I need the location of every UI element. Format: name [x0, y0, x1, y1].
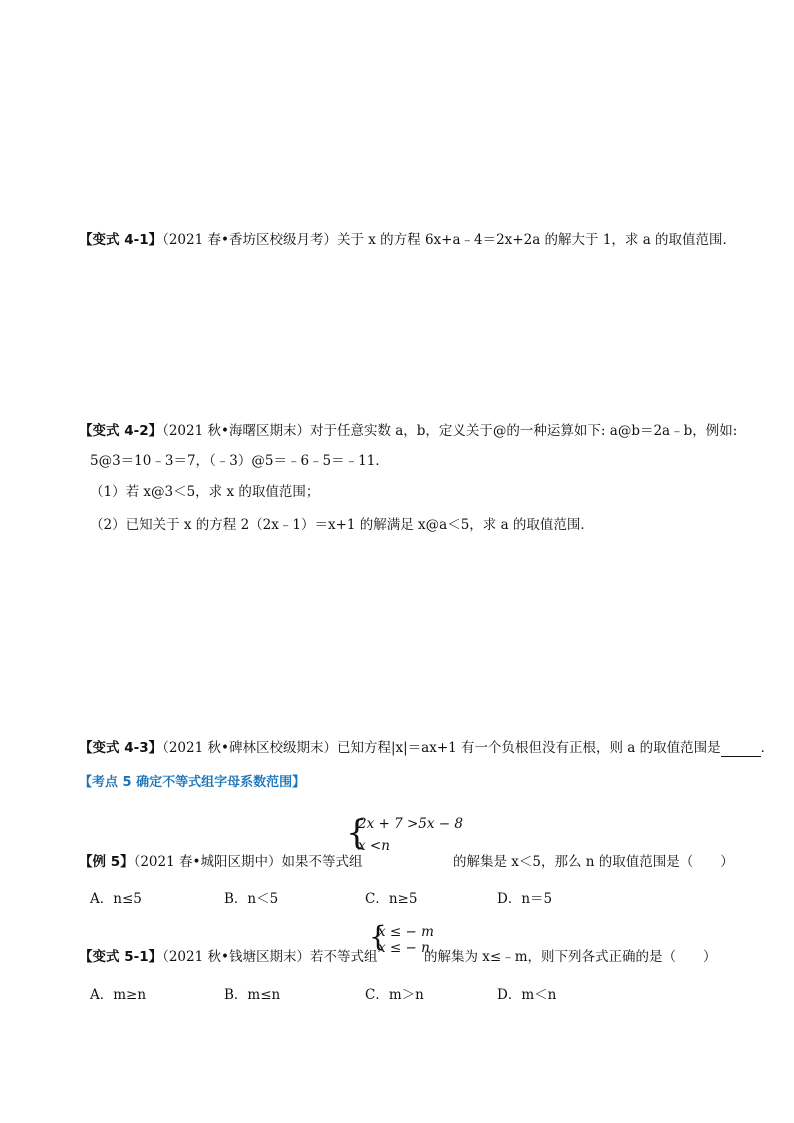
- problem-4-3: [79, 739, 774, 757]
- problem-4-1: [79, 231, 736, 249]
- problem-tag: 【变式 4-3】: [79, 740, 163, 756]
- problem-text-pre: （2021 秋•钱塘区期末）若不等式组: [162, 949, 378, 965]
- answer-blank[interactable]: [721, 743, 761, 757]
- inequality-system: [346, 813, 466, 856]
- inequality-2: x ≤ − n: [378, 940, 430, 956]
- example-5: [79, 853, 362, 871]
- problem-text-post: 的解集为 x≤﹣m，则下列各式正确的是（ ）: [424, 949, 717, 965]
- option-a[interactable]: A．m≥n: [90, 987, 147, 1003]
- problem-text-pre: （2021 春•城阳区期中）如果不等式组: [133, 854, 363, 870]
- inequality-2: x <n: [358, 838, 390, 854]
- inequality-system: [369, 920, 434, 960]
- inequality-1: 2x + 7 >5x − 8: [358, 816, 463, 832]
- option-c[interactable]: C．n≥5: [365, 891, 418, 907]
- problem-4-2-q1: （1）若 x@3＜5，求 x 的取值范围；: [90, 484, 320, 500]
- option-a[interactable]: A．n≤5: [90, 891, 142, 907]
- option-b[interactable]: B．m≤n: [224, 987, 281, 1003]
- inequality-1: x ≤ − m: [378, 924, 434, 940]
- option-d[interactable]: D．n＝5: [497, 891, 553, 907]
- problem-text-post: 的解集是 x＜5，那么 n 的取值范围是（ ）: [453, 854, 734, 870]
- problem-4-2: [79, 422, 737, 440]
- period: ．: [760, 740, 775, 756]
- brace: {: [369, 920, 387, 953]
- problem-5-1: [79, 948, 377, 966]
- problem-4-2-q2: （2）已知关于 x 的方程 2（2x﹣1）＝x+1 的解满足 x@a＜5，求 a 的取值范围．: [90, 517, 594, 533]
- problem-text: （2021 春•香坊区校级月考）关于 x 的方程 6x+a﹣4＝2x+2a 的解大于 1，求 a 的取值范围．: [162, 232, 737, 248]
- problem-text: （2021 秋•碑林区校级期末）已知方程|x|＝ax+1 有一个负根但没有正根，则 a 的取值范围是: [162, 740, 721, 756]
- option-b[interactable]: B．n＜5: [224, 891, 279, 907]
- problem-tag: 【变式 5-1】: [79, 949, 163, 965]
- problem-tag: 【变式 4-2】: [79, 423, 163, 439]
- problem-text: （2021 秋•海曙区期末）对于任意实数 a，b，定义关于@的一种运算如下: a@b＝2a﹣b，例如:: [162, 423, 738, 439]
- option-c[interactable]: C．m＞n: [365, 987, 424, 1003]
- brace: {: [346, 813, 368, 853]
- option-d[interactable]: D．m＜n: [497, 987, 557, 1003]
- problem-4-2-example: 5@3＝10﹣3＝7，（﹣3）@5＝﹣6﹣5＝﹣11．: [90, 453, 389, 469]
- problem-tag: 【变式 4-1】: [79, 232, 163, 248]
- problem-tag: 【例 5】: [79, 854, 134, 870]
- section-title: 【考点 5 确定不等式组字母系数范围】: [79, 775, 306, 790]
